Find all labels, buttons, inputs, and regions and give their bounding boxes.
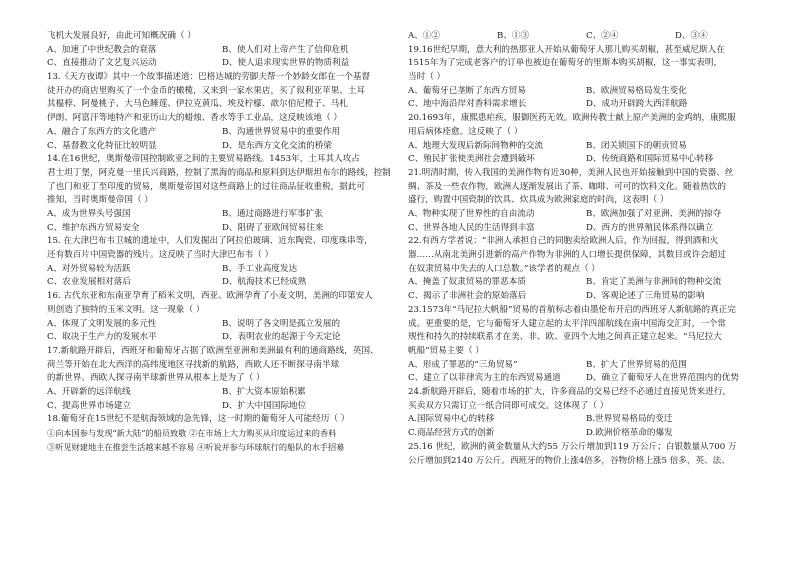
q22-options-row-1 [408,276,764,290]
q22-option-d[interactable]: D、客观论述了三角贸易的影响 [586,291,705,302]
q17-options-row-1 [47,386,397,400]
q23-option-d[interactable]: D、确立了葡萄牙人在世界范围内的优势 [586,373,739,384]
q12-option-b[interactable]: B、使人们对上帝产生了信仰危机 [222,44,349,55]
q13-option-d[interactable]: D、是东西方文化交流的桥梁 [222,140,333,151]
q20-options-row-2 [408,153,764,167]
q14-option-d[interactable]: D、阻碍了亚欧间贸易往来 [222,222,324,233]
q17-options-row-2 [47,400,397,414]
q13-stem-line: 13.《天方夜谭》其中一个故事描述道：巴格达城的劳脚夫帮一个妙龄女郎在一个基督 [47,72,371,83]
q20-option-b[interactable]: B、闭关锁国下的朝贡贸易 [586,140,687,151]
q20-stem-line: 20.1693年，康熙患疟疾，服御医药无效。欧洲传教士献上原产美洲的金鸡纳，康熙服 [408,113,736,124]
q14-option-c[interactable]: C、维护东西方贸易安全 [47,222,140,233]
q18-statement-line: ①向本国参与发现“新大陆”的船员致敬 ②在市场上大力购买从印度运过来的香料 [47,428,337,439]
q21-option-b[interactable]: B、欧洲加强了对亚洲、美洲的掠夺 [586,209,722,220]
q19-option-a[interactable]: A、葡萄牙已垄断了东西方贸易 [408,85,526,96]
q16-options-row-2 [47,331,397,345]
q23-option-a[interactable]: A、形成了罪恶的“三角贸易” [408,359,518,370]
q14-stem-line: 君士坦丁堡，阿克曼一里氏兴商路，控制了黑海的商品和原料到达伊斯坦布尔的路线，控制 [47,167,391,178]
q14-options-row-2 [47,222,397,236]
q16-stem-line: 则创造了独特的玉米文明。这一现象（ ） [47,304,205,315]
q16-option-b[interactable]: B、说明了各文明是孤立发展的 [222,318,341,329]
q15-option-b[interactable]: B、手工业高度发达 [222,263,298,274]
q17-option-b[interactable]: B、扩大资本原始积累 [222,387,306,398]
q24-option-c[interactable]: C.商品经营方式的创新 [408,428,495,439]
q13-stem-line: 徒开办的商店里购买了一个金币的橄榄，又来到一家水果店，买了叙利亚苹果、土耳 [47,85,365,96]
q18-stem-line: 18.葡萄牙在15世纪不是航海领域的急先锋，这一时期的葡萄牙人可能经历（ ） [47,414,350,425]
q13-option-a[interactable]: A、融合了东西方的文化遗产 [47,126,157,137]
q20-stem-line: 用后病体痊愈。这反映了（ ） [408,126,523,137]
q16-stem-line: 16. 古代东亚和东南亚孕育了稻米文明，西亚、欧洲孕育了小麦文明，美洲的印第安人 [47,291,373,302]
q13-option-b[interactable]: B、沟通世界贸易中的重要作用 [222,126,341,137]
q17-option-c[interactable]: C、提高世界市场建立 [47,400,131,411]
q22-option-a[interactable]: A、掩盖了奴隶贸易的罪恶本质 [408,277,526,288]
q14-options-row-1 [47,208,397,222]
q20-option-c[interactable]: C、殖民扩张使美洲社会遭到破坏 [408,154,535,165]
q17-stem-line: 的新世界。西欧人探寻南半球新世界从根本上是为了（ ） [47,373,265,384]
left-column [47,30,397,455]
q18-option-b[interactable]: B、①③ [497,31,530,41]
q22-stem-line: 在奴隶贸易中失去的人口总数。”该学者的观点（ ） [408,263,600,274]
q13-stem-line: 伊朗、阿富汗等地特产和亚历山大的蜡烛、香水等手工业品，这反映该地（ ） [47,113,342,124]
q14-stem-line: 推知，当时奥斯曼帝国（ ） [47,195,153,206]
q14-stem-line: 14.在16世纪，奥斯曼帝国控制欧亚之间的主要贸易路线。1453年，土耳其人攻占 [47,154,360,165]
q17-option-d[interactable]: D、扩大中国国际地位 [222,400,307,411]
q24-options-row-2 [408,427,764,441]
q13-options-row-2 [47,140,397,154]
q15-option-d[interactable]: D、航海技术已经成熟 [222,277,307,288]
q18-option-d[interactable]: D、③④ [675,31,708,41]
q14-stem-line: 了也门和亚丁至印度的贸易，奥斯曼帝国对这些商路上的过往商品征收重税，据此可 [47,181,365,192]
q16-option-a[interactable]: A、体现了文明发展的多元性 [47,318,157,329]
q19-option-b[interactable]: B、欧洲贸易格局发生变化 [586,85,687,96]
q19-stem-line: 当时（ ） [408,72,446,83]
q22-options-row-2 [408,290,764,304]
q24-stem-line: 买卖双方只需订立一纸合同即可成交。这体现了（ ） [408,400,609,411]
q12-options-row-2 [47,57,397,71]
q12-option-c[interactable]: C、直接推动了文艺复兴运动 [47,58,157,69]
q15-stem-line: 还有数百片中国瓷器的残片。这反映了当时大津巴布韦（ ） [47,250,274,261]
q23-option-b[interactable]: B、扩大了世界贸易的范围 [586,359,687,370]
q21-stem-line: 绸、茶及一些农作物，欧洲人逐渐发展出了茶、咖啡、可可的饮料文化。随着热饮的 [408,181,726,192]
q22-stem-line: 22.有西方学者说：“非洲人承担自己的同胞卖给欧洲人后，作为回报，得到酒和火 [408,236,719,247]
q22-option-c[interactable]: C、揭示了非洲社会的原始落后 [408,291,527,302]
q21-options-row-1 [408,208,764,222]
q12-options-row-1 [47,44,397,58]
q19-options-row-1 [408,85,764,99]
q14-option-a[interactable]: A、成为世界头号强国 [47,209,131,219]
q24-option-a[interactable]: A.国际贸易中心的转移 [408,414,495,425]
q22-option-b[interactable]: B、肯定了美洲与非洲间的物种交流 [586,277,722,288]
q24-stem-line: 24.新航路开辟后，随着市场的扩大，许多商品的交易已经不必通过直接见货来进行， [408,387,732,398]
q16-option-c[interactable]: C、取决于生产力的发展水平 [47,332,157,343]
q23-options-row-2 [408,372,764,386]
q25-stem-line: 公斤增加到2140 万公斤。西班牙的物价上涨4倍多，谷物价格上涨5 倍多，英、法、 [408,455,730,466]
q18-option-c[interactable]: C、②④ [586,31,619,41]
q23-options-row-1 [408,359,764,373]
q13-stem-line: 其榅桲、阿曼桃子、大马色睡莲、伊拉克黄瓜、埃及柠檬、歆尔伯尼橙子、马札 [47,99,348,110]
q19-stem-line: 19.16世纪早期，意大利的热那亚人开始从葡萄牙人那儿购买胡椒，甚至威尼斯人在 [408,44,725,55]
q21-option-a[interactable]: A、物种实现了世界性的自由流动 [408,209,535,220]
q19-stem-line: 1515年为了完成老客户的订单也被迫在葡萄牙的里斯本购买胡椒，这一事实表明， [408,58,723,69]
q12-tail-line: 飞机大发展良好，由此可知概况确（ ） [47,31,196,41]
q23-stem-line: 帆船”贸易主要（ ） [408,345,484,356]
q18-statement-line: ③听见财建地主在推尝生活越来越不容易 ④听说并参与环球航行的船队的水手招募 [47,441,345,452]
q20-option-a[interactable]: A、地理大发现后新际间物种的交流 [408,140,544,151]
q23-option-c[interactable]: C、建立了以菲律宾为主的东西贸易通道 [408,373,561,384]
q12-option-a[interactable]: A、加速了中世纪教会的衰落 [47,44,157,55]
q13-options-row-1 [47,126,397,140]
q19-option-c[interactable]: C、地中海沿岸对香料需求增长 [408,99,527,110]
q15-option-c[interactable]: C、农业发展相对落后 [47,277,131,288]
q21-options-row-2 [408,222,764,236]
q12-option-d[interactable]: D、使人追求现实世界的物质利益 [222,58,350,69]
q23-stem-line: 23.1573年“马尼拉大帆船”贸易的首航标志着由墨伦布开启的西班牙人新航路的真正完 [408,304,736,315]
q15-option-a[interactable]: A、对外贸易较为活跃 [47,263,131,274]
q15-options-row-2 [47,276,397,290]
q16-option-d[interactable]: D、表明农业的起源于今天定论 [222,332,341,343]
q18-option-a[interactable]: A、①② [408,31,440,41]
q25-stem-line: 25.16 世纪，欧洲的黄金数量从大约55 万公斤增加到119 万公斤；白银数量从700 万 [408,441,737,452]
q24-options-row-1 [408,413,764,427]
q23-stem-line: 规性和持久的持续联系才在美、非、欧、亚四个大地之间真正建立起来。“马尼拉大 [408,332,722,343]
q21-stem-line: 盛行，购置中国瓷制的饮具、炊具成为欧洲家庭的时尚，这表明（ ） [408,195,669,206]
q14-option-b[interactable]: B、通过商路进行军事扩张 [222,209,323,219]
q15-stem-line: 15. 在大津巴布韦卫城的遗址中，人们发掘出了阿拉伯玻璃、近东陶瓷、印度珠串等， [47,236,373,247]
right-column [408,30,764,468]
q20-options-row-1 [408,140,764,154]
q17-stem-line: 荷兰等开始在北大西洋的高纬度地区寻找新的航路，西欧人还不断探寻南半球 [47,359,340,370]
q15-options-row-1 [47,263,397,277]
q17-stem-line: 17.新航路开辟后，西班牙和葡萄牙占据了欧洲至亚洲和美洲最有利的通商路线，英国、 [47,345,379,356]
q22-stem-line: 器……从南北美洲引进新的高产作物为非洲的人口增长提供保障，其数目或许会超过 [408,250,726,261]
q21-option-d[interactable]: D、西方的世界殖民体系得以确立 [586,222,714,233]
q16-options-row-1 [47,318,397,332]
q21-option-c[interactable]: C、世界各地人民的生活得到丰富 [408,222,535,233]
q24-option-d[interactable]: D.欧洲价格革命的爆发 [586,428,673,439]
q19-options-row-2 [408,98,764,112]
q24-option-b[interactable]: B.世界贸易格局的变迁 [586,414,673,425]
q19-option-d[interactable]: D、成功开辟跨大西洋航路 [586,99,688,110]
q17-option-a[interactable]: A、开辟新的远洋航线 [47,387,131,398]
q23-stem-line: 成。更重要的是，它与葡萄牙人建立起的太平洋四部航线在南中国海交汇时，一个常 [408,318,726,329]
q20-option-d[interactable]: D、传统商路和国际贸易中心转移 [586,154,714,165]
q13-option-c[interactable]: C、基督教文化特征比较明显 [47,140,157,151]
q18-options-row [408,30,764,44]
q21-stem-line: 21.明清时期，传入我国的美洲作物有近30种，美洲人民也开始接触到中国的瓷器、丝 [408,167,734,178]
